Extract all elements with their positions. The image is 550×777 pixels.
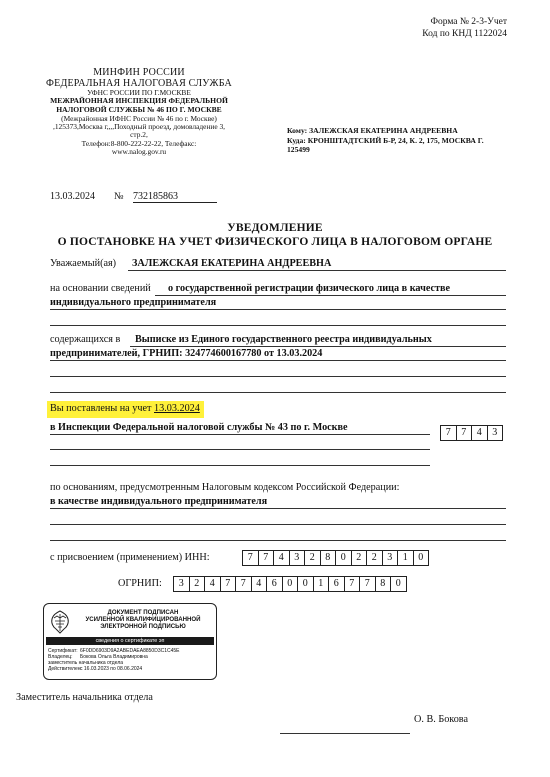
inspection-underline-1 xyxy=(50,434,430,435)
stamp-valid-row xyxy=(48,666,142,672)
document-date: 13.03.2024 xyxy=(50,191,95,202)
registration-highlight xyxy=(47,401,204,418)
inspection-underline-3 xyxy=(50,465,430,466)
recipient-name: ЗАЛЕЖСКАЯ ЕКАТЕРИНА АНДРЕЕВНА xyxy=(309,126,458,135)
inspection-code-digit: 4 xyxy=(471,425,488,441)
stamp-title-3: ЭЛЕКТРОННОЙ ПОДПИСЬЮ xyxy=(100,623,186,630)
recipient-address-1: КРОНШТАДТСКИЙ Б-Р, 24, К. 2, 175, МОСКВА Г. xyxy=(307,135,484,145)
issuer-ufns: УФНС РОССИИ ПО Г.МОСКВЕ xyxy=(87,88,191,97)
issuer-ministry: МИНФИН РОССИИ xyxy=(93,67,185,78)
stamp-title xyxy=(74,609,212,630)
inspection-code-digit: 3 xyxy=(487,425,504,441)
stamp-valid-value: с 16.03.2023 по 08.06.2024 xyxy=(80,666,143,672)
recipient-to-label: Кому: xyxy=(287,126,308,135)
form-number: Форма № 2-3-Учет xyxy=(430,17,507,27)
inspection-underline-2 xyxy=(50,449,430,450)
ogrnip-digit: 7 xyxy=(359,576,376,592)
ogrnip-digit: 3 xyxy=(173,576,190,592)
inn-digit: 0 xyxy=(335,550,352,566)
grounds-underline-3 xyxy=(50,540,506,541)
recipient-where xyxy=(287,136,527,146)
inn-digit: 4 xyxy=(273,550,290,566)
e-signature-stamp xyxy=(43,603,217,680)
number-sign: № xyxy=(114,191,124,202)
issuer-short-name: (Межрайонная ИФНС России № 46 по г. Москве) xyxy=(61,113,217,123)
source-underline-3 xyxy=(50,376,506,377)
ogrnip-digit: 7 xyxy=(344,576,361,592)
source-underline-1 xyxy=(130,346,506,347)
stamp-owner-role: заместитель начальника отдела xyxy=(48,660,124,666)
ogrnip-digit: 2 xyxy=(189,576,206,592)
stamp-cert-bar: сведения о сертификате эп xyxy=(46,637,214,645)
inn-digit: 7 xyxy=(258,550,275,566)
signer-name: О. В. Бокова xyxy=(414,714,469,725)
issuer-phone: Телефон:8-800-222-22-22, Телефакс: xyxy=(81,138,197,148)
stamp-owner-value: Бокова Ольга Владимировна xyxy=(80,654,148,660)
source-underline-2 xyxy=(50,360,506,361)
inn-digit: 3 xyxy=(382,550,399,566)
inn-digit: 2 xyxy=(366,550,383,566)
recipient-block xyxy=(287,126,527,155)
ogrnip-digit: 8 xyxy=(375,576,392,592)
greeting-name: ЗАЛЕЖСКАЯ ЕКАТЕРИНА АНДРЕЕВНА xyxy=(132,258,332,269)
source-line-1: Выписке из Единого государственного реестра индивидуальных xyxy=(135,334,432,345)
issuer-block xyxy=(30,67,248,157)
inn-digit: 8 xyxy=(320,550,337,566)
basis-underline-1 xyxy=(155,295,506,296)
grounds-label: по основаниям, предусмотренным Налоговым кодексом Российской Федерации: xyxy=(50,482,400,493)
inn-label: с присвоением (применением) ИНН: xyxy=(50,552,210,563)
ogrnip-digit: 7 xyxy=(220,576,237,592)
issuer-website: www.nalog.gov.ru xyxy=(111,147,167,157)
ogrnip-value xyxy=(174,576,407,592)
source-label: содержащихся в xyxy=(50,334,121,345)
issuer-inspection-2: НАЛОГОВОЙ СЛУЖБЫ № 46 ПО Г. МОСКВЕ xyxy=(56,105,222,114)
stamp-valid-label: Действителен: xyxy=(48,666,82,672)
ogrnip-digit: 0 xyxy=(297,576,314,592)
grounds-underline-2 xyxy=(50,524,506,525)
stamp-title-2: УСИЛЕННОЙ КВАЛИФИЦИРОВАННОЙ xyxy=(85,616,201,623)
issuer-inspection-1: МЕЖРАЙОННАЯ ИНСПЕКЦИЯ ФЕДЕРАЛЬНОЙ xyxy=(50,96,228,106)
basis-underline-3 xyxy=(50,325,506,326)
knd-code: Код по КНД 1122024 xyxy=(422,29,507,39)
ogrnip-digit: 6 xyxy=(266,576,283,592)
inn-digit: 2 xyxy=(351,550,368,566)
title-line-2: О ПОСТАНОВКЕ НА УЧЕТ ФИЗИЧЕСКОГО ЛИЦА В НАЛОГОВОМ ОРГАНЕ xyxy=(57,236,493,248)
ogrnip-digit: 4 xyxy=(204,576,221,592)
document-title xyxy=(0,221,550,249)
recipient-where-label: Куда: xyxy=(287,135,306,145)
inspection-code-digit: 7 xyxy=(440,425,457,441)
grounds-value: в качестве индивидуального предпринимателя xyxy=(50,496,268,507)
recipient-address-2: 125499 xyxy=(287,145,310,155)
stamp-owner-label: Владелец: xyxy=(48,654,73,660)
document-number: 732185863 xyxy=(133,191,217,203)
basis-line-1: о государственной регистрации физического лица в качестве xyxy=(168,283,451,294)
source-underline-4 xyxy=(50,392,506,393)
basis-label: на основании сведений xyxy=(50,283,151,294)
inn-digit: 7 xyxy=(242,550,259,566)
issuer-address-1: ,125373,Москва г,,,,Походный проезд, домовладение 3, xyxy=(52,122,226,131)
inspection-code xyxy=(441,425,503,441)
issuer-service: ФЕДЕРАЛЬНАЯ НАЛОГОВАЯ СЛУЖБА xyxy=(46,78,232,89)
basis-line-2: индивидуального предпринимателя xyxy=(50,297,217,308)
ogrnip-digit: 0 xyxy=(390,576,407,592)
ogrnip-digit: 6 xyxy=(328,576,345,592)
basis-underline-2 xyxy=(50,309,506,310)
registration-date: 13.03.2024 xyxy=(154,403,200,414)
issuer-address-2: стр.2, xyxy=(130,130,148,140)
inspection-code-digit: 7 xyxy=(456,425,473,441)
form-header xyxy=(422,16,507,40)
signer-position: Заместитель начальника отдела xyxy=(16,692,153,703)
stamp-cert-label: Сертификат: xyxy=(48,648,78,654)
greeting-underline xyxy=(128,270,506,271)
stamp-title-1: ДОКУМЕНТ ПОДПИСАН xyxy=(107,609,179,616)
signature-line xyxy=(280,733,410,734)
stamp-cert-value: 6F0DD6903D9A2ABEDAEA8850D3C1C45E xyxy=(80,648,180,654)
inn-digit: 2 xyxy=(304,550,321,566)
recipient-to xyxy=(287,126,527,136)
title-line-1: УВЕДОМЛЕНИЕ xyxy=(227,222,323,234)
inn-value xyxy=(243,550,429,566)
ogrnip-digit: 0 xyxy=(282,576,299,592)
ogrnip-digit: 1 xyxy=(313,576,330,592)
ogrnip-digit: 7 xyxy=(235,576,252,592)
registration-label: Вы поставлены на учет xyxy=(50,403,152,414)
inn-digit: 3 xyxy=(289,550,306,566)
grounds-underline-1 xyxy=(50,508,506,509)
inn-digit: 1 xyxy=(397,550,414,566)
source-line-2: предпринимателей, ГРНИП: 324774600167780 от 13.03.2024 xyxy=(50,348,323,359)
inspection-name: в Инспекции Федеральной налоговой службы № 43 по г. Москве xyxy=(50,422,348,433)
coat-of-arms-icon xyxy=(49,609,71,635)
ogrnip-digit: 4 xyxy=(251,576,268,592)
ogrnip-label: ОГРНИП: xyxy=(118,578,162,589)
greeting-label: Уважаемый(ая) xyxy=(50,258,117,269)
inn-digit: 0 xyxy=(413,550,430,566)
